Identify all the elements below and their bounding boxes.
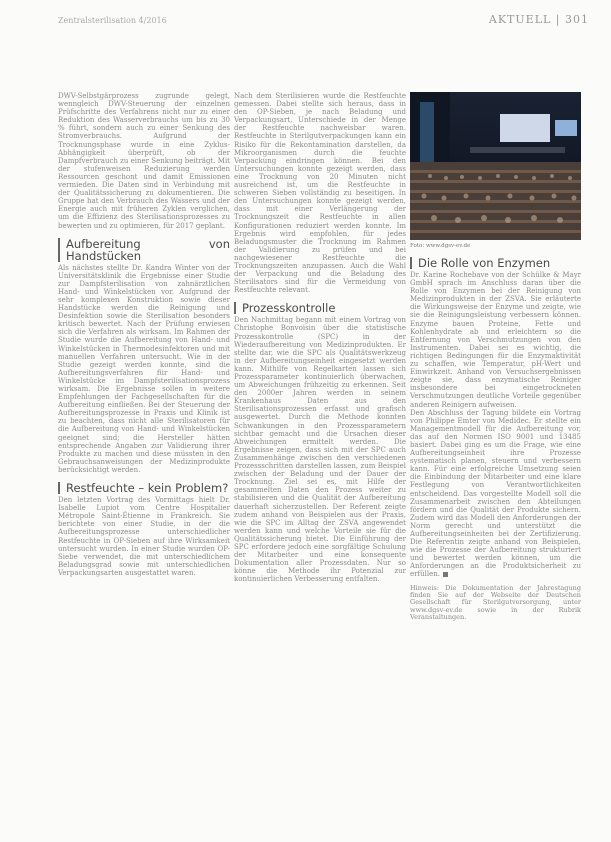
column-2 [234, 92, 406, 583]
section-heading-restfeuchte: Restfeuchte – kein Problem? [58, 482, 230, 494]
paragraph: Den Abschluss der Tagung bildete ein Vortrag von Philippe Emter von Medidec. Er stellte ein Managementmodell für die Aufbereitung vor, das auf den Normen ISO 9001 und 13485 basiert. Dabei ging es um die Frage, wie eine Aufbereitungseinheit ihre Prozesse systematisch planen, steuern und verbessern kann. Für eine erfolgreiche Umsetzung seien die Einbindung der Mitarbeiter und eine klare Festlegung von Verantwortlichkeiten entscheidend. Das vorgestellte Modell soll die Zusammenarbeit zwischen den Abteilungen fördern und die Qualität der Produkte sichern. Zudem wird das Modell den Anforderungen der Norm gerecht und unterstützt die Aufbereitungseinheiten bei der Zertifizierung. Die Referentin zeigte anhand von Beispielen, wie die Prozesse der Aufbereitung strukturiert und bewertet werden können, um die Anforderungen an die Produktsicherheit zu erfüllen. [410, 408, 581, 579]
photo-credit: Foto: www.dgsv-ev.de [410, 243, 471, 249]
footnote: Hinweis: Die Dokumentation der Jahrestagung finden Sie auf der Webseite der Deutschen Gesellschaft für Sterilgutversorgung, unter www.dgsv-ev.de sowie in der Rubrik Veranstaltungen. [410, 583, 581, 622]
column-3 [410, 92, 581, 622]
section-heading-enzyme: Die Rolle von Enzymen [410, 257, 581, 269]
section-heading-prozesskontrolle: Prozesskontrolle [234, 302, 406, 314]
paragraph: DWV-Selbstgärprozess zugrunde gelegt, wenngleich DWV-Steuerung der einzelnen Prüfschritte des Verfahrens nicht nur zu einer Reduktion des Wasserverbrauchs um bis zu 30 % führt, sondern auch zu einer Senkung des Stromverbrauchs. Aufgrund der Trocknungsphase wurde in eine Zyklus-Abhängigkeit überprüft, ob der Dampfverbrauch zu einer Senkung beiträgt. Mit der stufenweisen Reduzierung werden Ressourcen geschont und damit Emissionen vermieden. Die Daten sind in Verbindung mit der Qualitätssicherung zu dokumentieren. Die Gruppe hat den Verbrauch des Wassers und der Energie auch mit früheren Zyklen verglichen, um die Effizienz des Sterilisationsprozesses zu bewerten und zu optimieren, für 2017 geplant. [58, 92, 230, 230]
section-heading-handstuecke: Aufbereitung von Handstücken [58, 238, 230, 262]
paragraph: Nach dem Sterilisieren wurde die Restfeuchte gemessen. Dabei stellte sich heraus, dass in den OP-Sieben, je nach Beladung und Verpackungsart, Unterschiede in der Menge der Restfeuchte nachweisbar waren. Restfeuchte in Sterilgutverpackungen kann ein Risiko für die Rekontamination darstellen, da Mikroorganismen durch die feuchte Verpackung eindringen können. Bei den Untersuchungen konnte gezeigt werden, dass eine Trocknung von 20 Minuten nicht ausreichend ist, um die Restfeuchte in schweren Sieben vollständig zu beseitigen. In den Untersuchungen konnte gezeigt werden, dass mit einer Verlängerung der Trocknungszeit die Restfeuchte in allen Konfigurationen reduziert werden konnte. Im Ergebnis wird empfohlen, für jedes Beladungsmuster die Trocknung im Rahmen der Validierung zu prüfen und bei nachgewiesener Restfeuchte die Trocknungszeiten anzupassen. Auch die Wahl der Verpackung und die Beladung des Sterilisators sind für die Vermeidung von Restfeuchte relevant. [234, 92, 406, 295]
paragraph: Den Nachmittag begann mit einem Vortrag von Christophe Bonvoisin über die statistische Prozesskontrolle (SPC) in der Wiederaufbereitung von Medizinprodukten. Er stellte dar, wie die SPC als Qualitätswerkzeug in der Aufbereitungseinheit eingesetzt werden kann. Mithilfe von Regelkarten lassen sich Prozessparameter kontinuierlich überwachen, um Abweichungen frühzeitig zu erkennen. Seit den 2000er Jahren werden in seinem Krankenhaus Daten aus den Sterilisationsprozessen erfasst und grafisch ausgewertet. Durch die Methode konnten Schwankungen in den Prozessparametern sichtbar gemacht und die Ursachen dieser Abweichungen ermittelt werden. Die Ergebnisse zeigen, dass sich mit der SPC auch Zusammenhänge zwischen den verschiedenen Prozessschritten darstellen lassen, zum Beispiel zwischen der Beladung und der Dauer der Trocknung. Ziel sei es, mit Hilfe der gesammelten Daten den Prozess weiter zu stabilisieren und die Qualität der Aufbereitung dauerhaft sicherzustellen. Der Referent zeigte zudem anhand von Beispielen aus der Praxis, wie die SPC im Alltag der ZSVA angewendet werden kann und welche Vorteile sie für die Qualitätssicherung bietet. Die Einführung der SPC erfordere jedoch eine sorgfältige Schulung der Mitarbeiter und eine konsequente Dokumentation aller Prozessdaten. Nur so könne die Methode ihr Potenzial zur kontinuierlichen Verbesserung entfalten. [234, 316, 406, 584]
column-1 [58, 92, 230, 577]
paragraph: Dr. Karine Rochebave von der Schülke & Mayr GmbH sprach im Anschluss daran über die Rolle von Enzymen bei der Reinigung von Medizinprodukten in der ZSVA. Sie erläuterte die Wirkungsweise der Enzyme und zeigte, wie sie die Reinigungsleistung verbessern können. Enzyme bauen Proteine, Fette und Kohlenhydrate ab und erleichtern so die Entfernung von Verschmutzungen von den Instrumenten. Dabei sei es wichtig, die richtigen Bedingungen für die Enzymaktivität zu schaffen, wie Temperatur, pH-Wert und Einwirkzeit. Anhand von Versuchsergebnissen zeigte sie, dass enzymatische Reiniger insbesondere bei eingetrockneten Verschmutzungen deutliche Vorteile gegenüber anderen Reinigern aufweisen. [410, 271, 581, 409]
paragraph: Als nächstes stellte Dr. Kandra Winter von der Universitätsklinik die Ergebnisse einer Studie zur Dampfsterilisation von zahnärztlichen Hand- und Winkelstücken vor. Aufgrund der sehr komplexen Konstruktion sowie dieser Handstücke werden die Reinigung und Desinfektion sowie die Sterilisation besonders kritisch bewertet. Nach der Prüfung erwiesen sich die Verfahren als wirksam. Im Rahmen der Studie wurde die Aufbereitung von Hand- und Winkelstücken in Thermodesinfektoren und mit manuellen Verfahren untersucht. Wie in der Studie gezeigt werden konnte, sind die Aufbereitungsverfahren für Hand- und Winkelstücke im Dampfsterilisationsprozess wirksam. Die Ergebnisse sollen in weitere Empfehlungen der Fachgesellschaften für die Aufbereitung einfließen. Bei der Steuerung der Aufbereitungsprozesse in Praxis und Klinik ist zu beachten, dass nicht alle Sterilisatoren für die Aufbereitung von Hand- und Winkelstücken geeignet sind; die Hersteller hätten entsprechende Angaben zur Validierung ihrer Produkte zu machen und diese müssten in den Gebrauchsanweisungen der Medizinprodukte berücksichtigt werden. [58, 263, 230, 474]
section-page-number: AKTUELL | 301 [488, 13, 589, 26]
conference-photo [410, 92, 581, 240]
end-mark [443, 572, 448, 577]
paragraph: Den letzten Vortrag des Vormittags hielt Dr. Isabelle Lupiot vom Centre Hospitalier Métropole Saint-Étienne in Frankreich. Sie berichtete von einer Studie, in der die Aufbereitungsprozesse unterschiedlicher Restfeuchte in OP-Sieben auf ihre Wirksamkeit untersucht wurden. In einer Studie wurden OP-Siebe verwendet, die mit unterschiedlichem Beladungsgrad sowie mit unterschiedlichen Verpackungsarten ausgestattet waren. [58, 496, 230, 577]
journal-title: Zentralsterilisation 4/2016 [58, 16, 167, 25]
